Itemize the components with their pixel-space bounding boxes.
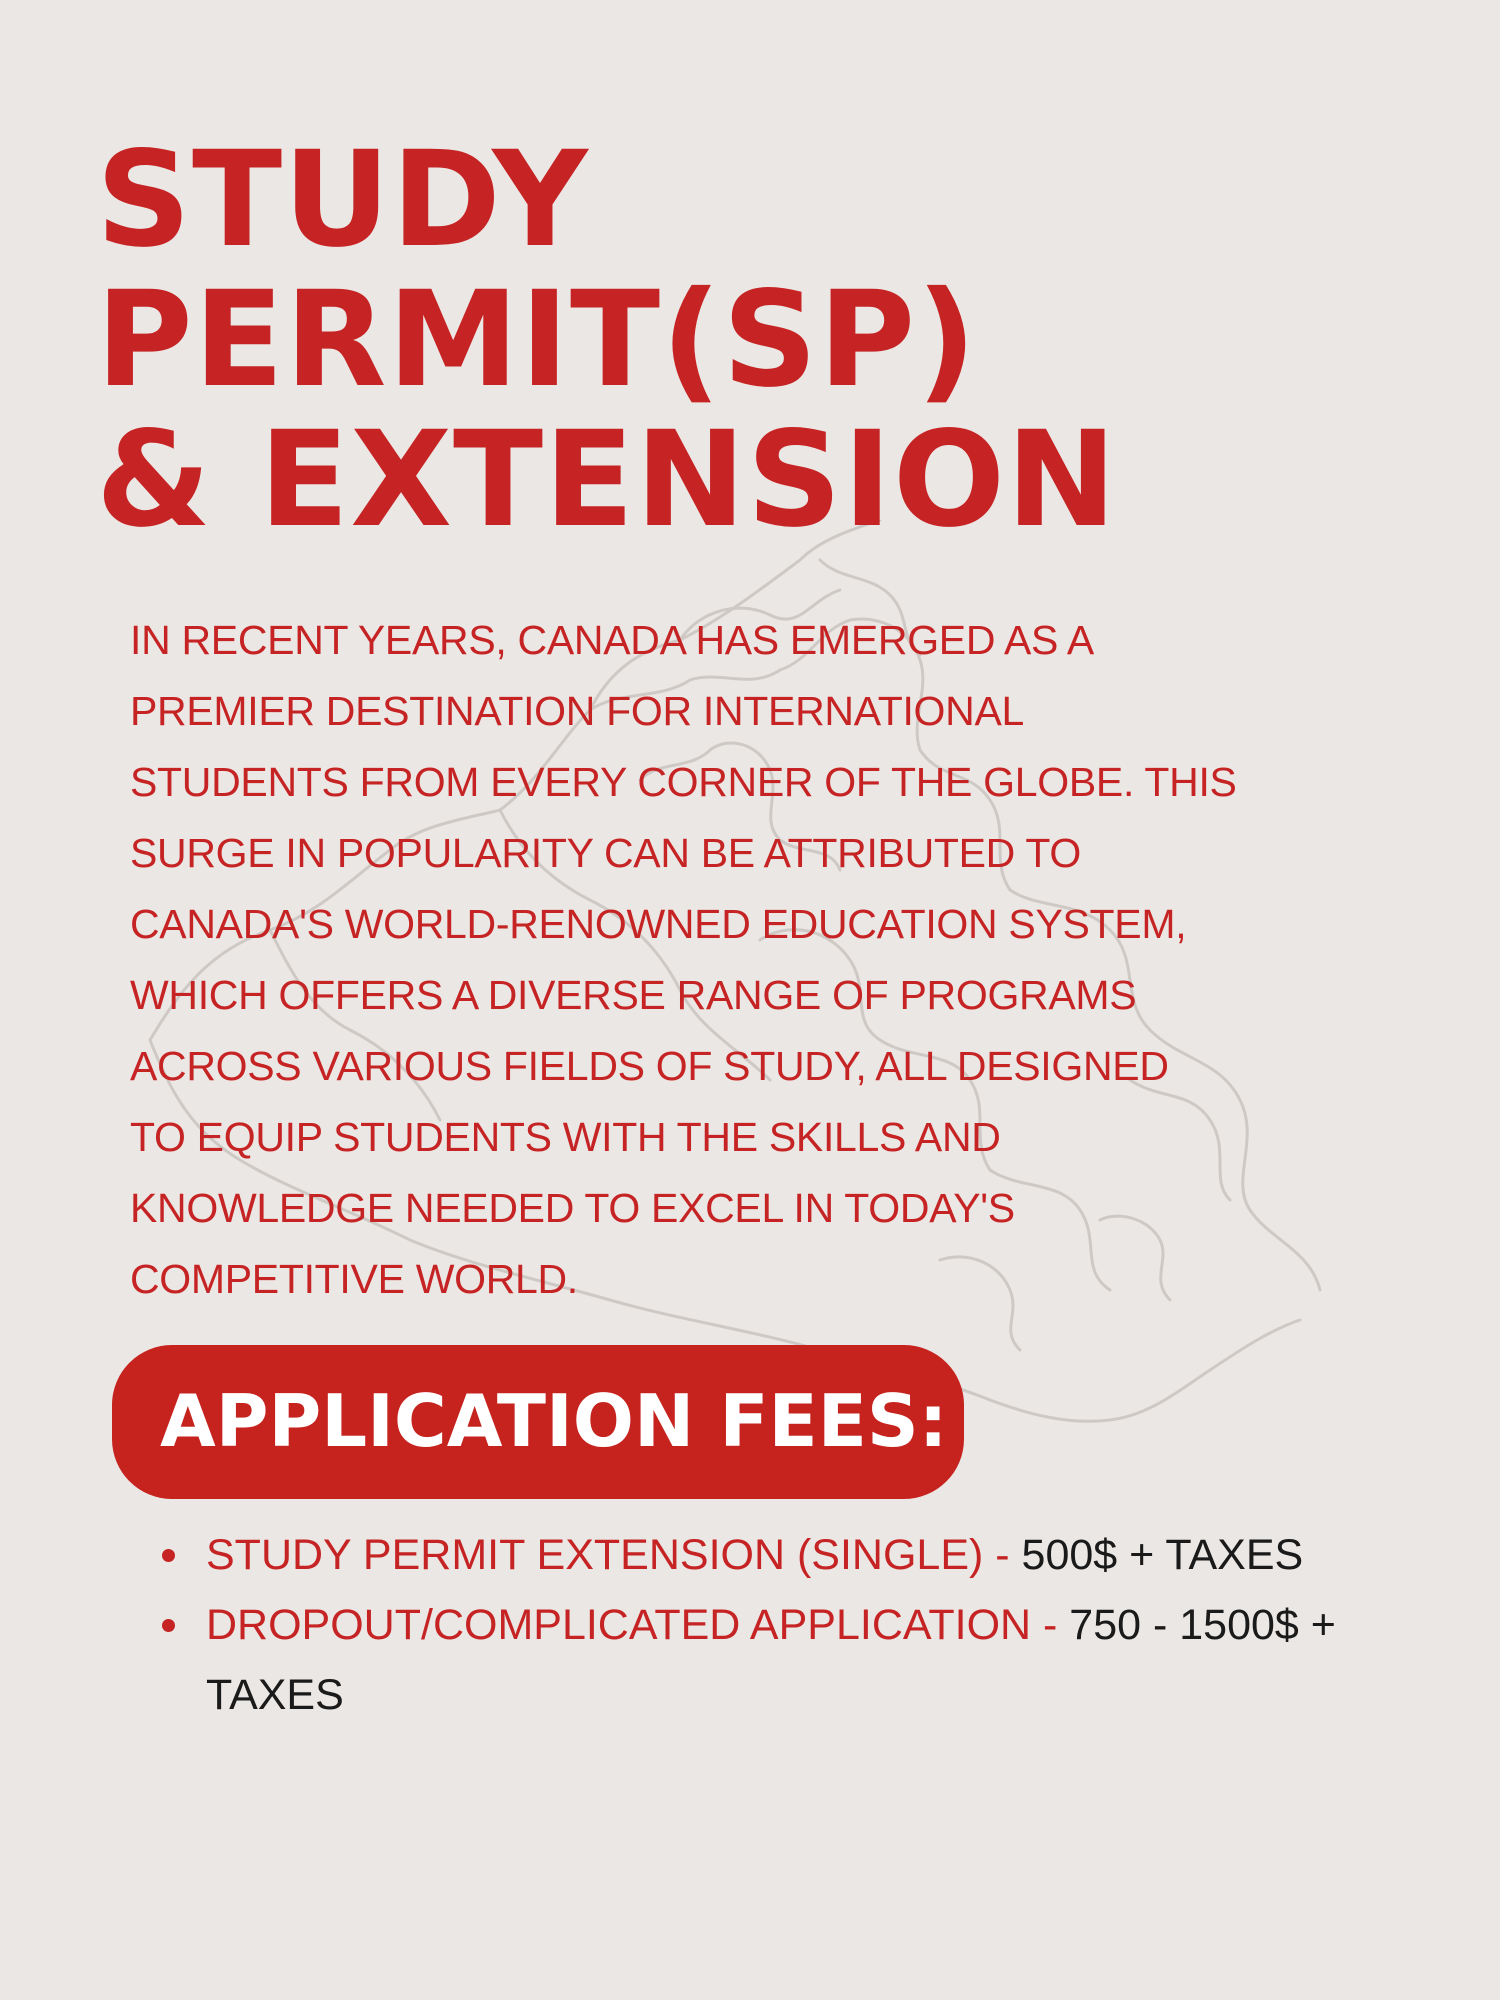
fee-label: DROPOUT/COMPLICATED APPLICATION -: [206, 1601, 1070, 1649]
title-line-1: STUDY: [96, 123, 589, 277]
intro-line: SURGE IN POPULARITY CAN BE ATTRIBUTED TO: [130, 830, 1081, 876]
intro-line: ACROSS VARIOUS FIELDS OF STUDY, ALL DESIGNED: [130, 1043, 1169, 1089]
intro-line: WHICH OFFERS A DIVERSE RANGE OF PROGRAMS: [130, 972, 1137, 1018]
page-title: [96, 123, 1118, 557]
intro-line: TO EQUIP STUDENTS WITH THE SKILLS AND: [130, 1114, 1001, 1160]
intro-line: COMPETITIVE WORLD.: [130, 1256, 578, 1302]
fee-label: STUDY PERMIT EXTENSION (SINGLE) -: [206, 1531, 1022, 1579]
fee-list: [160, 1520, 1410, 1730]
application-fees-badge: [112, 1345, 964, 1499]
intro-line: KNOWLEDGE NEEDED TO EXCEL IN TODAY'S: [130, 1185, 1015, 1231]
intro-paragraph: [130, 605, 1390, 1315]
fee-item: [160, 1520, 1410, 1590]
intro-line: PREMIER DESTINATION FOR INTERNATIONAL: [130, 688, 1025, 734]
intro-line: STUDENTS FROM EVERY CORNER OF THE GLOBE. THIS: [130, 759, 1237, 805]
fee-item: [160, 1590, 1410, 1730]
title-line-2: PERMIT(SP): [96, 263, 978, 417]
application-fees-heading: APPLICATION FEES:: [160, 1379, 948, 1463]
title-line-3: & EXTENSION: [96, 403, 1118, 557]
intro-line: IN RECENT YEARS, CANADA HAS EMERGED AS A: [130, 617, 1094, 663]
bullet-dot-icon: [162, 1619, 175, 1632]
bullet-dot-icon: [162, 1549, 175, 1562]
fee-price: 500$ + TAXES: [1021, 1531, 1304, 1579]
intro-line: CANADA'S WORLD-RENOWNED EDUCATION SYSTEM,: [130, 901, 1187, 947]
fee-price: 750 - 1500$ + TAXES: [206, 1601, 1336, 1719]
